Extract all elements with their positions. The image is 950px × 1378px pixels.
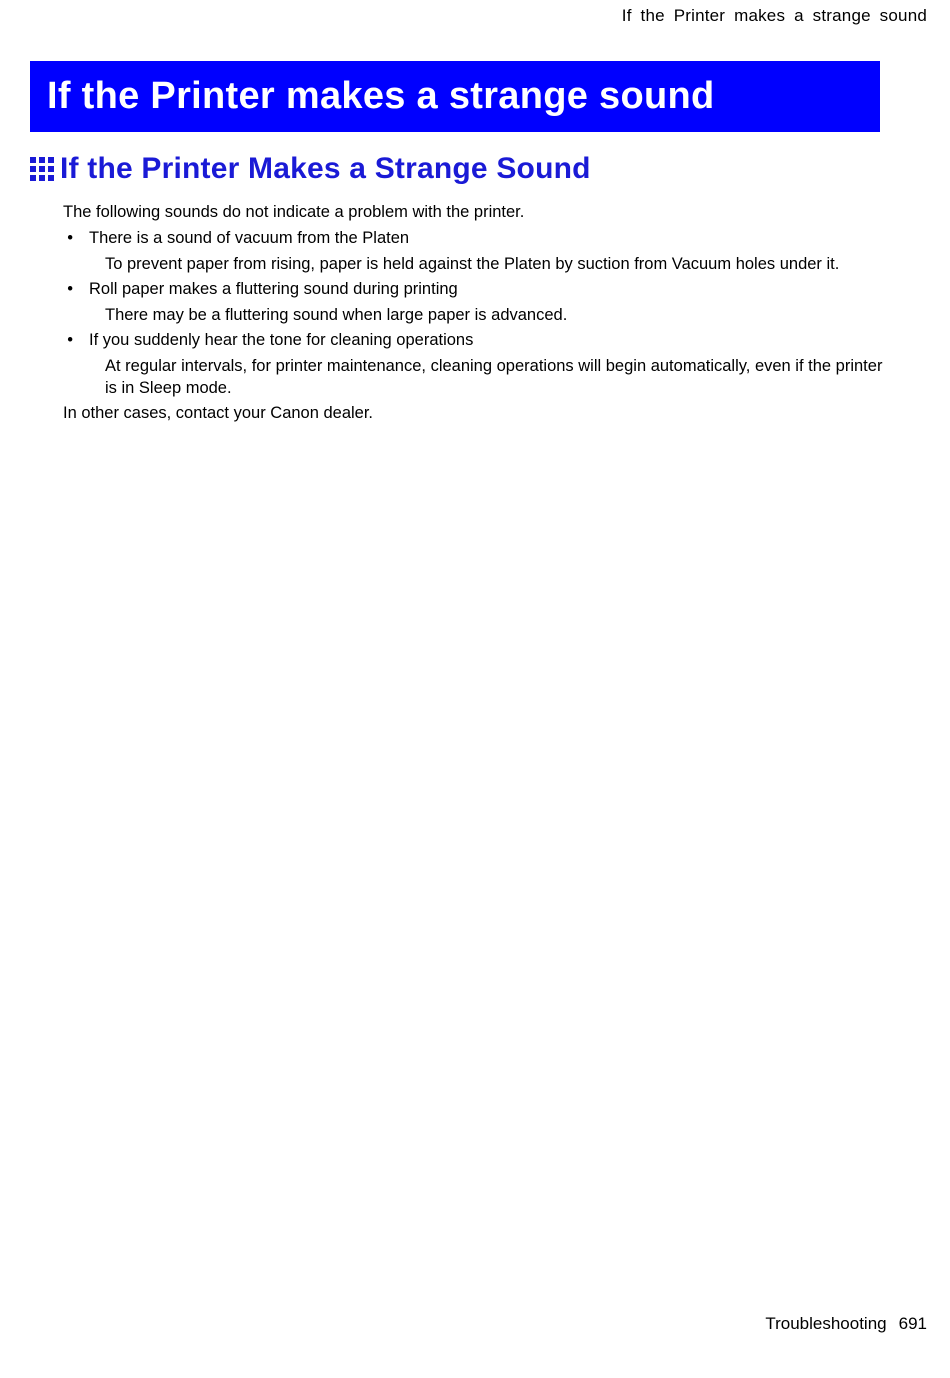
intro-text: The following sounds do not indicate a problem with the printer. [63,203,525,221]
bullet-description: At regular intervals, for printer maintenance, cleaning operations will begin automatically, even if the printer is in Sleep mode. [105,357,883,397]
section-heading [30,152,591,186]
bullet-marker: • [67,331,73,349]
running-header: If the Printer makes a strange sound [621,6,927,25]
bullet-marker: • [67,229,73,247]
bullet-description: To prevent paper from rising, paper is held against the Platen by suction from Vacuum holes under it. [105,255,840,273]
list-item [63,329,883,399]
content-body [63,201,883,428]
list-item [63,227,883,275]
grid-icon [30,157,54,181]
bullet-description: There may be a fluttering sound when large paper is advanced. [105,306,568,324]
bullet-list [63,227,883,399]
closing-text: In other cases, contact your Canon dealer. [63,404,374,422]
section-title: If the Printer Makes a Strange Sound [60,152,591,185]
bullet-marker: • [67,280,73,298]
page-title: If the Printer makes a strange sound [47,75,715,117]
title-banner [30,61,880,132]
page-footer [765,1314,927,1334]
footer-section: Troubleshooting [765,1314,887,1333]
bullet-title: If you suddenly hear the tone for cleaning operations [89,331,474,349]
page-number: 691 [898,1314,927,1333]
bullet-title: There is a sound of vacuum from the Platen [89,229,410,247]
bullet-title: Roll paper makes a fluttering sound during printing [89,280,458,298]
list-item [63,278,883,326]
